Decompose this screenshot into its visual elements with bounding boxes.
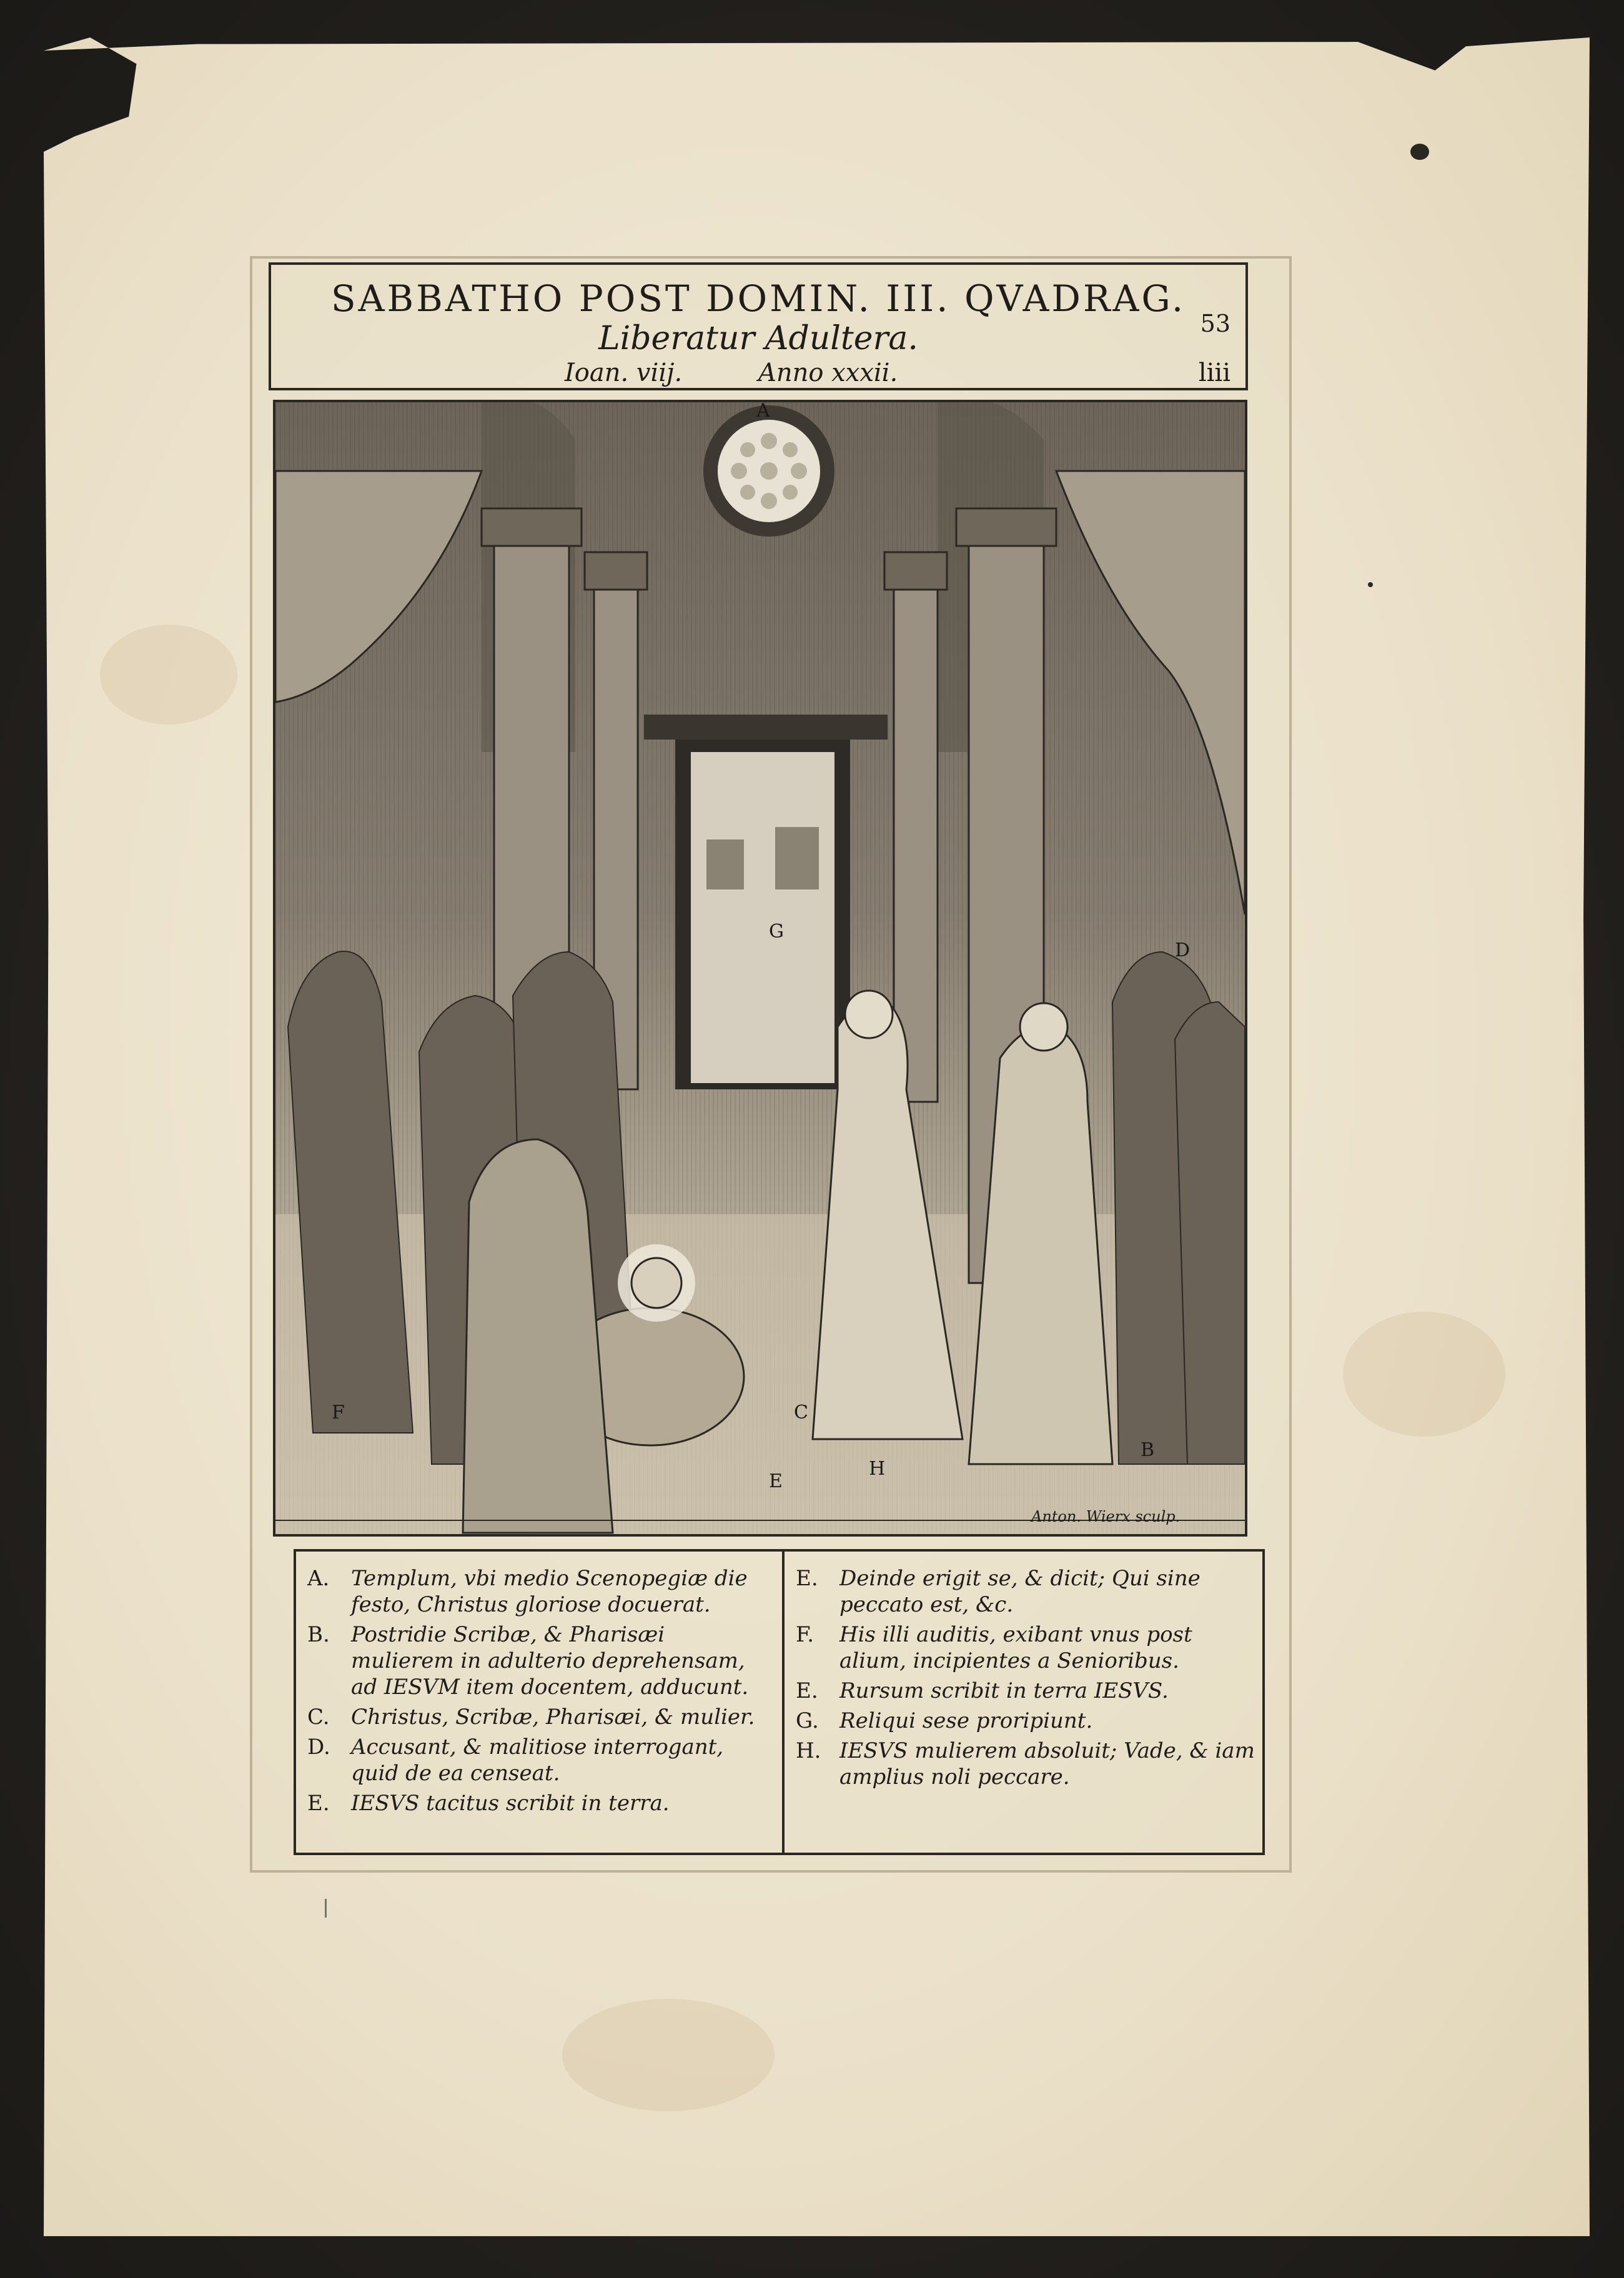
legend-entry: B. Postridie Scribæ, & Pharisæi mulierem in adulterio deprehensam, ad IESVM item docentem, adducunt. (307, 1622, 749, 1700)
foxing-stain (1343, 1312, 1505, 1437)
legend-entry: E. Deinde erigit se, & dicit; Qui sine peccato est, &c. (796, 1566, 1201, 1617)
legend-entry: G. Reliqui sese proripiunt. (796, 1708, 1093, 1733)
legend-box (294, 1549, 1265, 1855)
ink-spot (1410, 144, 1429, 160)
scene-letter-c: C (794, 1402, 808, 1424)
scene-letter-a: A (756, 400, 770, 422)
legend-left-column (307, 1565, 773, 1820)
legend-entry: H. IESVS mulierem absoluit; Vade, & iam amplius noli peccare. (796, 1738, 1255, 1790)
legend-entry: E. Rursum scribit in terra IESVS. (796, 1678, 1169, 1703)
scene-letter-g: G (769, 921, 784, 943)
plate-subtitle: Liberatur Adultera. (598, 320, 918, 357)
plate-title: SABBATHO POST DOMIN. III. QVADRAG. (330, 277, 1186, 320)
scene-letter-f: F (332, 1402, 345, 1424)
gospel-reference: Ioan. viij. (565, 359, 683, 387)
year-label: Anno xxxii. (758, 359, 898, 387)
scene-letter-b: B (1141, 1439, 1155, 1461)
page-number-arabic: 53 (1200, 310, 1230, 337)
legend-entry: E. IESVS tacitus scribit in terra. (307, 1791, 670, 1816)
scene-letter-e: E (769, 1470, 783, 1492)
legend-divider (782, 1552, 785, 1853)
ink-spot (1368, 582, 1373, 587)
scene-letter-h: H (869, 1458, 886, 1480)
pencil-mark (325, 1899, 327, 1918)
engraving-scene (275, 402, 1245, 1534)
engraving-image (273, 400, 1247, 1537)
legend-entry: F. His illi auditis, exibant vnus post alium, incipientes a Senioribus. (796, 1622, 1192, 1673)
legend-entry: C. Christus, Scribæ, Pharisæi, & mulier. (307, 1705, 755, 1730)
page-number-roman: liii (1198, 359, 1230, 387)
foxing-stain (562, 1999, 775, 2111)
legend-right-column (796, 1565, 1258, 1794)
legend-entry: A. Templum, vbi medio Scenopegiæ die festo, Christus gloriose docuerat. (307, 1566, 748, 1617)
title-box (269, 262, 1248, 390)
foxing-stain (100, 625, 237, 725)
scene-letter-d: D (1175, 939, 1191, 961)
engraver-signature: Anton. Wierx sculp. (1031, 1508, 1181, 1525)
legend-entry: D. Accusant, & malitiose interrogant, quid de ea censeat. (307, 1735, 724, 1786)
